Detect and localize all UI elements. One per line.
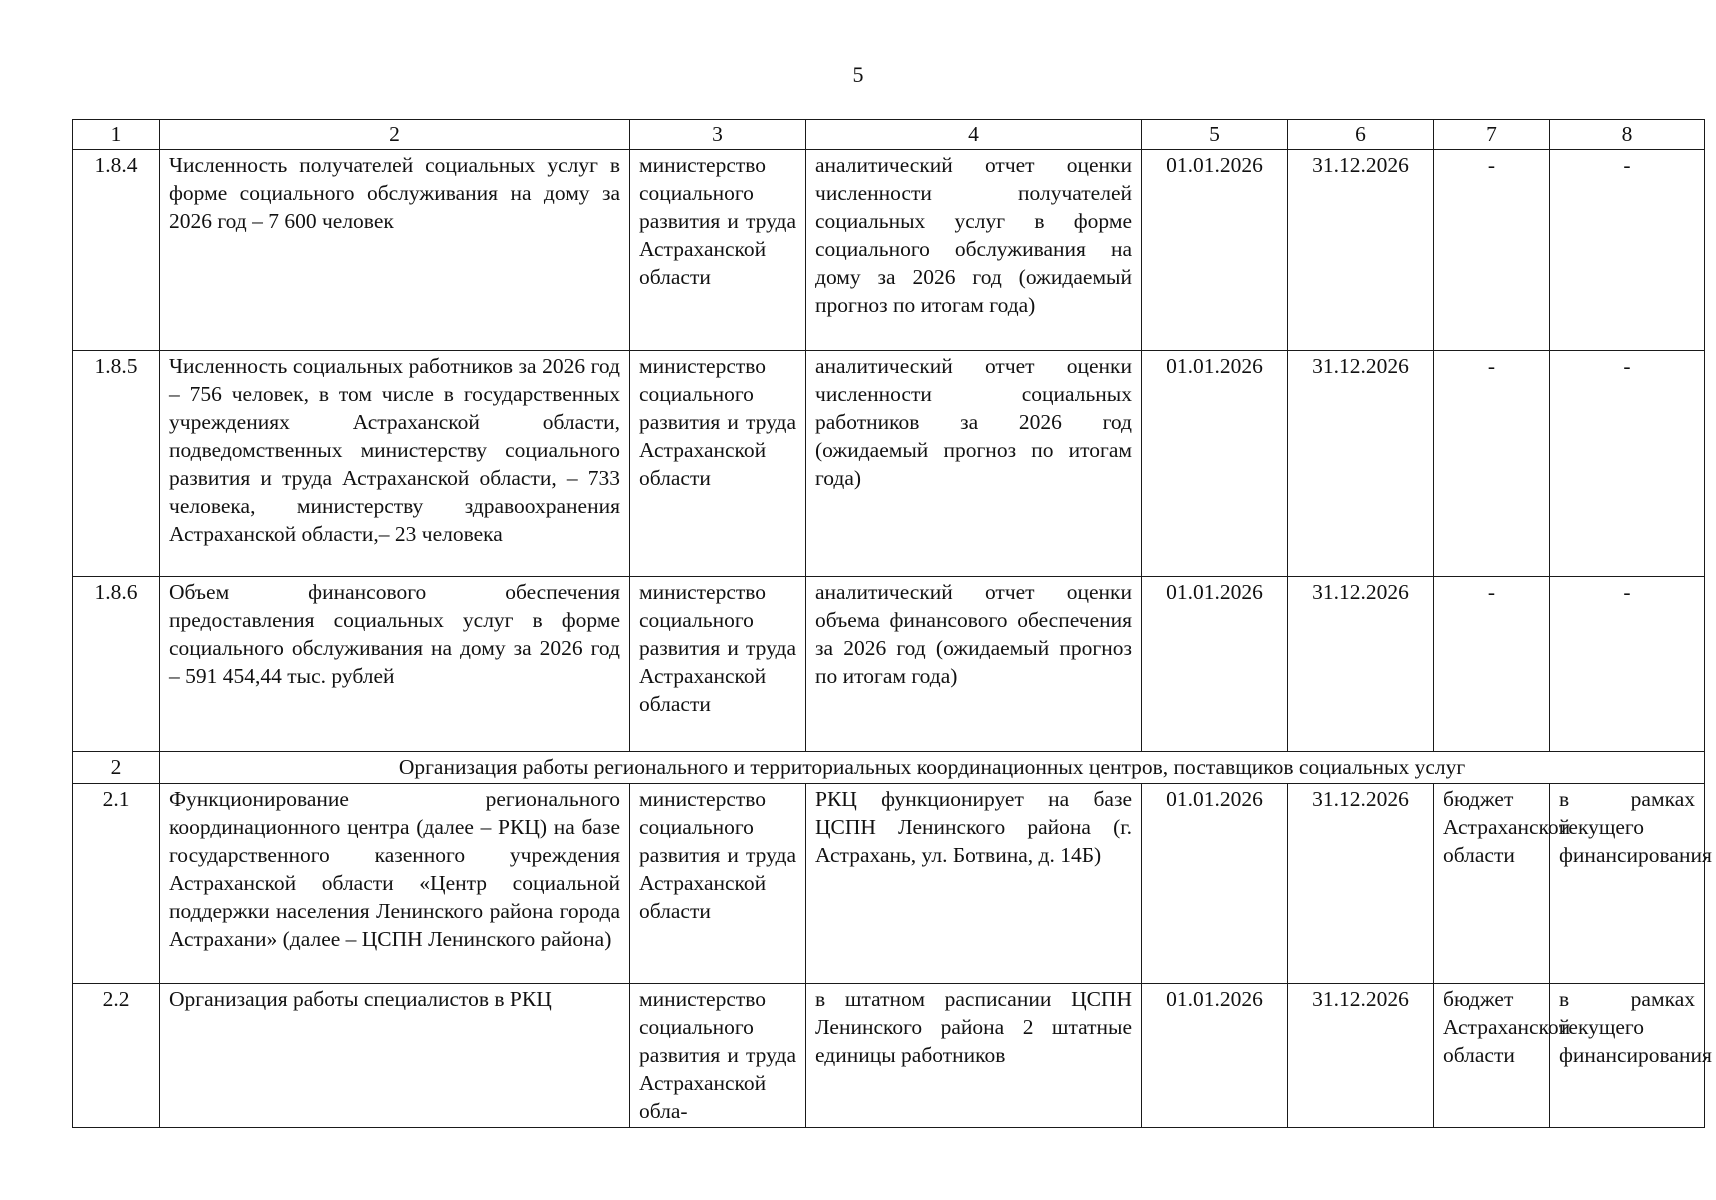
row-funding: - xyxy=(1550,351,1705,577)
row-number: 1.8.4 xyxy=(73,150,160,351)
header-cell: 6 xyxy=(1288,120,1434,150)
page-number: 5 xyxy=(852,62,864,87)
row-funding: в рамках текущего финансирования xyxy=(1550,784,1705,984)
section-number: 2 xyxy=(73,752,160,784)
table-row xyxy=(73,784,1705,984)
row-start-date: 01.01.2026 xyxy=(1142,351,1288,577)
row-description: Численность получателей социальных услуг в форме социального обслуживания на дому за 2026 год – 7 600 человек xyxy=(160,150,630,351)
row-result: аналитический отчет оценки численности получателей социальных услуг в форме социального обслуживания на дому за 2026 год (ожидаемый прогноз по итогам года) xyxy=(806,150,1142,351)
row-description: Объем финансового обеспечения предоставления социальных услуг в форме социального обслуживания на дому за 2026 год – 591 454,44 тыс. рублей xyxy=(160,577,630,752)
row-description: Функционирование регионального координационного центра (далее – РКЦ) на базе государственного казенного учреждения Астраханской области «Центр социальной поддержки населения Ленинского района города Астрахани» (далее – ЦСПН Ленинского района) xyxy=(160,784,630,984)
table-row xyxy=(73,984,1705,1128)
row-start-date: 01.01.2026 xyxy=(1142,984,1288,1128)
row-executor: министерство социального развития и труда Астраханской обла- xyxy=(630,984,806,1128)
header-cell: 4 xyxy=(806,120,1142,150)
row-result: аналитический отчет оценки объема финансового обеспечения за 2026 год (ожидаемый прогноз по итогам года) xyxy=(806,577,1142,752)
row-executor: министерство социального развития и труда Астраханской области xyxy=(630,150,806,351)
row-number: 2.2 xyxy=(73,984,160,1128)
row-source: - xyxy=(1434,577,1550,752)
table-row xyxy=(73,577,1705,752)
row-funding: в рамках текущего финансирования xyxy=(1550,984,1705,1128)
row-number: 1.8.5 xyxy=(73,351,160,577)
row-end-date: 31.12.2026 xyxy=(1288,784,1434,984)
row-end-date: 31.12.2026 xyxy=(1288,351,1434,577)
row-source: бюджет Астраханской области xyxy=(1434,784,1550,984)
row-start-date: 01.01.2026 xyxy=(1142,577,1288,752)
row-start-date: 01.01.2026 xyxy=(1142,150,1288,351)
section-title: Организация работы регионального и территориальных координационных центров, поставщиков социальных услуг xyxy=(160,752,1705,784)
row-end-date: 31.12.2026 xyxy=(1288,577,1434,752)
row-start-date: 01.01.2026 xyxy=(1142,784,1288,984)
plan-table xyxy=(72,119,1712,1128)
header-cell: 1 xyxy=(73,120,160,150)
row-source: - xyxy=(1434,150,1550,351)
row-result: в штатном расписании ЦСПН Ленинского района 2 штатные единицы работников xyxy=(806,984,1142,1128)
header-cell: 3 xyxy=(630,120,806,150)
row-executor: министерство социального развития и труда Астраханской области xyxy=(630,784,806,984)
row-executor: министерство социального развития и труда Астраханской области xyxy=(630,351,806,577)
table-row xyxy=(73,351,1705,577)
row-funding: - xyxy=(1550,150,1705,351)
header-row xyxy=(73,120,1705,150)
row-executor: министерство социального развития и труда Астраханской области xyxy=(630,577,806,752)
table-row xyxy=(73,150,1705,351)
row-result: аналитический отчет оценки численности социальных работников за 2026 год (ожидаемый прогноз по итогам года) xyxy=(806,351,1142,577)
row-result: РКЦ функционирует на базе ЦСПН Ленинского района (г. Астрахань, ул. Ботвина, д. 14Б) xyxy=(806,784,1142,984)
row-number: 1.8.6 xyxy=(73,577,160,752)
header-cell: 5 xyxy=(1142,120,1288,150)
row-description: Организация работы специалистов в РКЦ xyxy=(160,984,630,1128)
row-funding: - xyxy=(1550,577,1705,752)
row-source: бюджет Астраханской области xyxy=(1434,984,1550,1128)
row-end-date: 31.12.2026 xyxy=(1288,150,1434,351)
header-cell: 2 xyxy=(160,120,630,150)
header-cell: 7 xyxy=(1434,120,1550,150)
section-row xyxy=(73,752,1705,784)
row-source: - xyxy=(1434,351,1550,577)
header-cell: 8 xyxy=(1550,120,1705,150)
row-number: 2.1 xyxy=(73,784,160,984)
row-description: Численность социальных работников за 2026 год – 756 человек, в том числе в государственных учреждениях Астраханской области, подведомственных министерству социального развития и труда Астраханской области, – 733 человека, министерству здравоохранения Астраханской области,– 23 человека xyxy=(160,351,630,577)
row-end-date: 31.12.2026 xyxy=(1288,984,1434,1128)
